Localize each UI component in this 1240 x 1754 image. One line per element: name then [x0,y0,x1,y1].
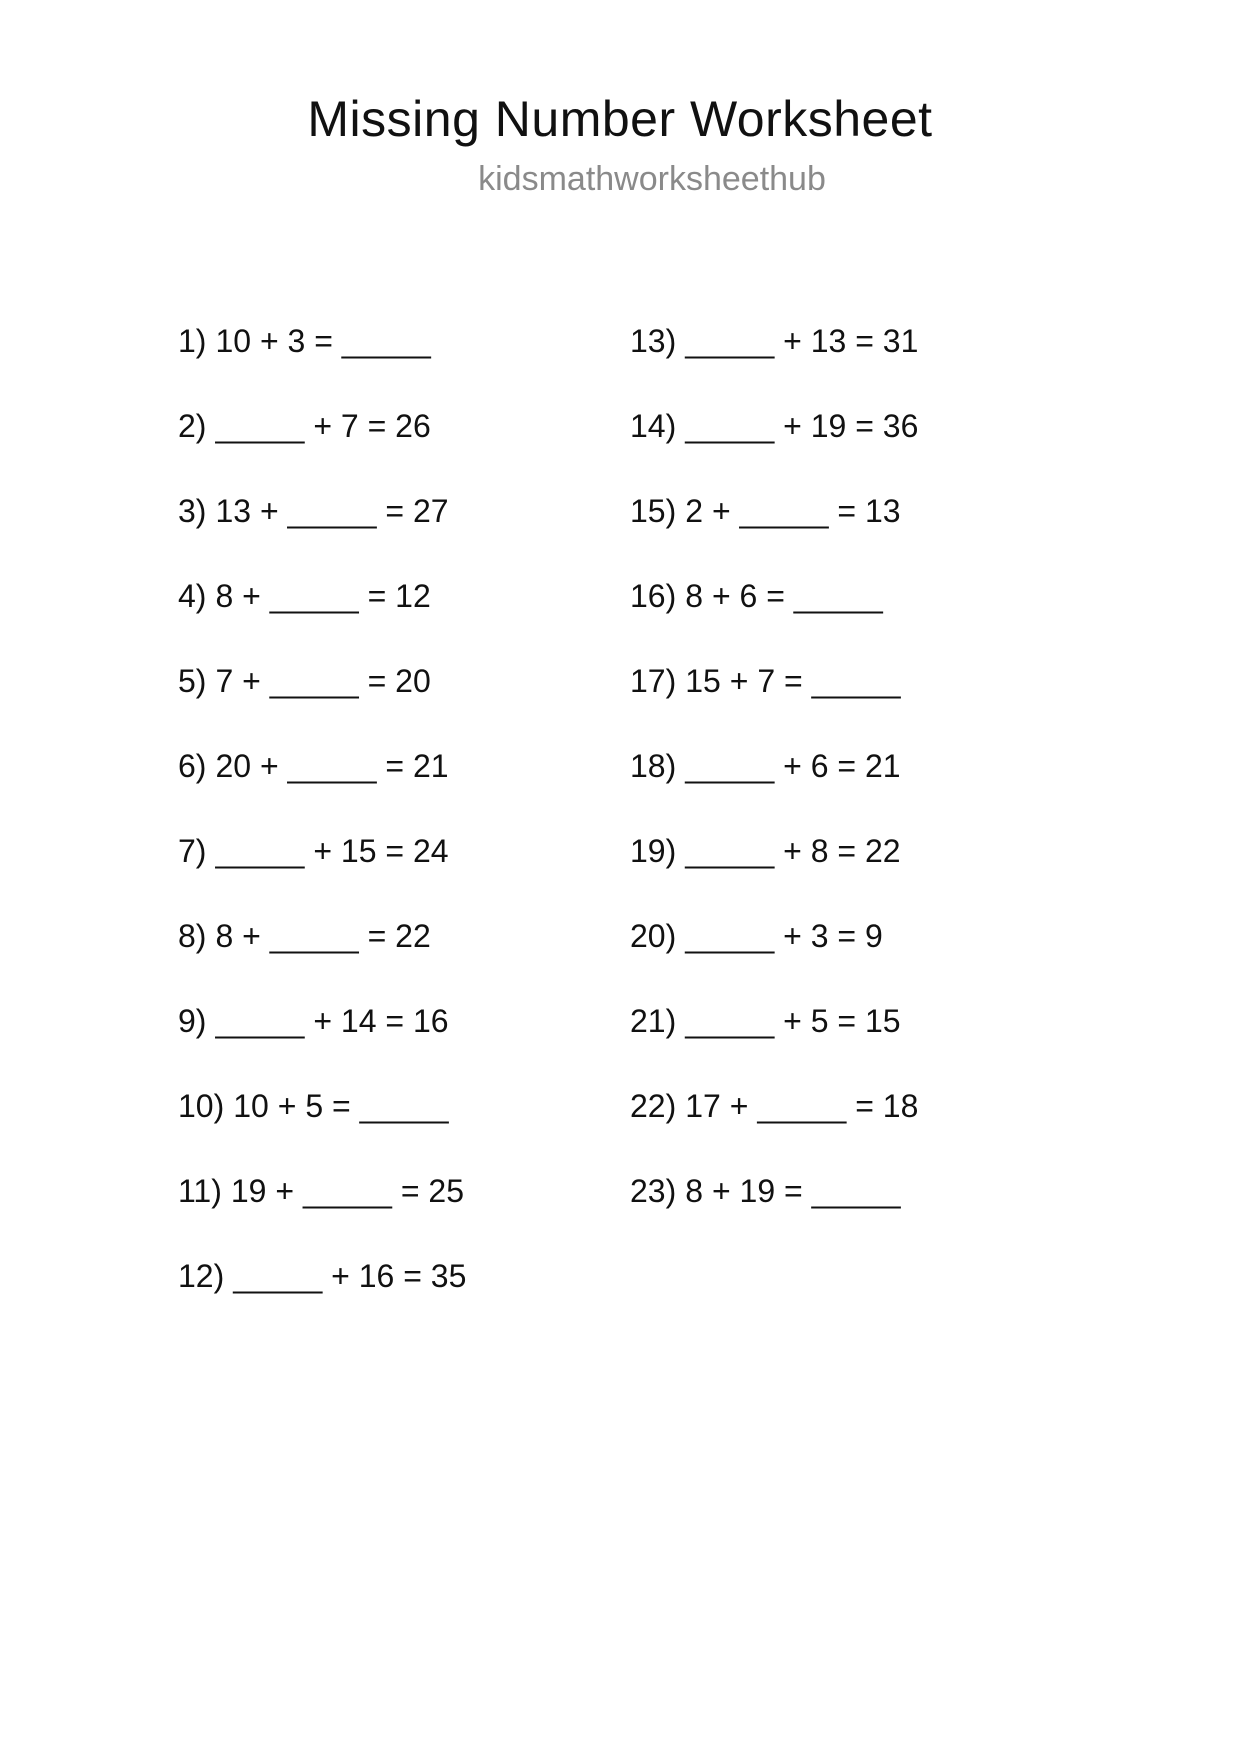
problem-item [630,809,1240,894]
problem-item [178,554,630,639]
problem-number: 1) [178,323,207,359]
problem-body: 15 + 7 = _____ [685,663,901,699]
problem-item [178,639,630,724]
problem-body: 10 + 3 = _____ [215,323,431,359]
problem-item [178,1149,630,1234]
problem-item [630,894,1240,979]
problem-body: _____ + 8 = 22 [685,833,901,869]
problem-number: 13) [630,323,677,359]
problem-number: 3) [178,493,207,529]
problem-body: 20 + _____ = 21 [215,748,449,784]
problem-body: _____ + 19 = 36 [685,408,919,444]
page-title: Missing Number Worksheet [307,91,933,147]
problem-number: 22) [630,1088,677,1124]
problem-body: 8 + 19 = _____ [685,1173,901,1209]
problems-right-column [630,299,1240,1319]
problem-item [178,299,630,384]
problem-body: _____ + 15 = 24 [215,833,449,869]
problem-item [178,724,630,809]
problems-area [0,299,1240,1319]
problem-number: 12) [178,1258,225,1294]
problem-item [630,1064,1240,1149]
problem-item [630,1149,1240,1234]
problem-number: 4) [178,578,207,614]
problem-number: 6) [178,748,207,784]
problem-body: 19 + _____ = 25 [230,1173,464,1209]
problem-number: 7) [178,833,207,869]
problem-item [178,1064,630,1149]
problem-body: _____ + 16 = 35 [233,1258,467,1294]
problem-body: 2 + _____ = 13 [685,493,901,529]
problem-number: 8) [178,918,207,954]
problem-item [630,554,1240,639]
page-subtitle: kidsmathworksheethub [478,160,826,198]
problem-body: 7 + _____ = 20 [215,663,431,699]
problem-body: _____ + 7 = 26 [215,408,431,444]
problems-left-column [178,299,630,1319]
problem-body: 8 + 6 = _____ [685,578,883,614]
problem-number: 5) [178,663,207,699]
problem-number: 16) [630,578,677,614]
problem-body: _____ + 3 = 9 [685,918,883,954]
problem-body: 13 + _____ = 27 [215,493,449,529]
problem-item [630,724,1240,809]
problem-item [178,469,630,554]
problem-number: 2) [178,408,207,444]
problem-number: 17) [630,663,677,699]
problem-number: 18) [630,748,677,784]
problem-number: 20) [630,918,677,954]
problem-item [630,639,1240,724]
problem-item [630,469,1240,554]
problem-number: 19) [630,833,677,869]
problem-item [178,384,630,469]
problem-number: 15) [630,493,677,529]
problem-number: 11) [178,1173,222,1209]
problem-body: 17 + _____ = 18 [685,1088,919,1124]
problem-body: _____ + 6 = 21 [685,748,901,784]
problem-number: 21) [630,1003,677,1039]
problem-number: 23) [630,1173,677,1209]
problem-item [178,979,630,1064]
problem-number: 14) [630,408,677,444]
problem-number: 9) [178,1003,207,1039]
problem-item [630,979,1240,1064]
problem-number: 10) [178,1088,225,1124]
problem-body: 8 + _____ = 12 [215,578,431,614]
problem-item [178,1234,630,1319]
problem-body: _____ + 13 = 31 [685,323,919,359]
problem-body: 8 + _____ = 22 [215,918,431,954]
problem-body: 10 + 5 = _____ [233,1088,449,1124]
problem-body: _____ + 5 = 15 [685,1003,901,1039]
problem-body: _____ + 14 = 16 [215,1003,449,1039]
problem-item [630,299,1240,384]
problem-item [630,384,1240,469]
problem-item [178,894,630,979]
problem-item [178,809,630,894]
